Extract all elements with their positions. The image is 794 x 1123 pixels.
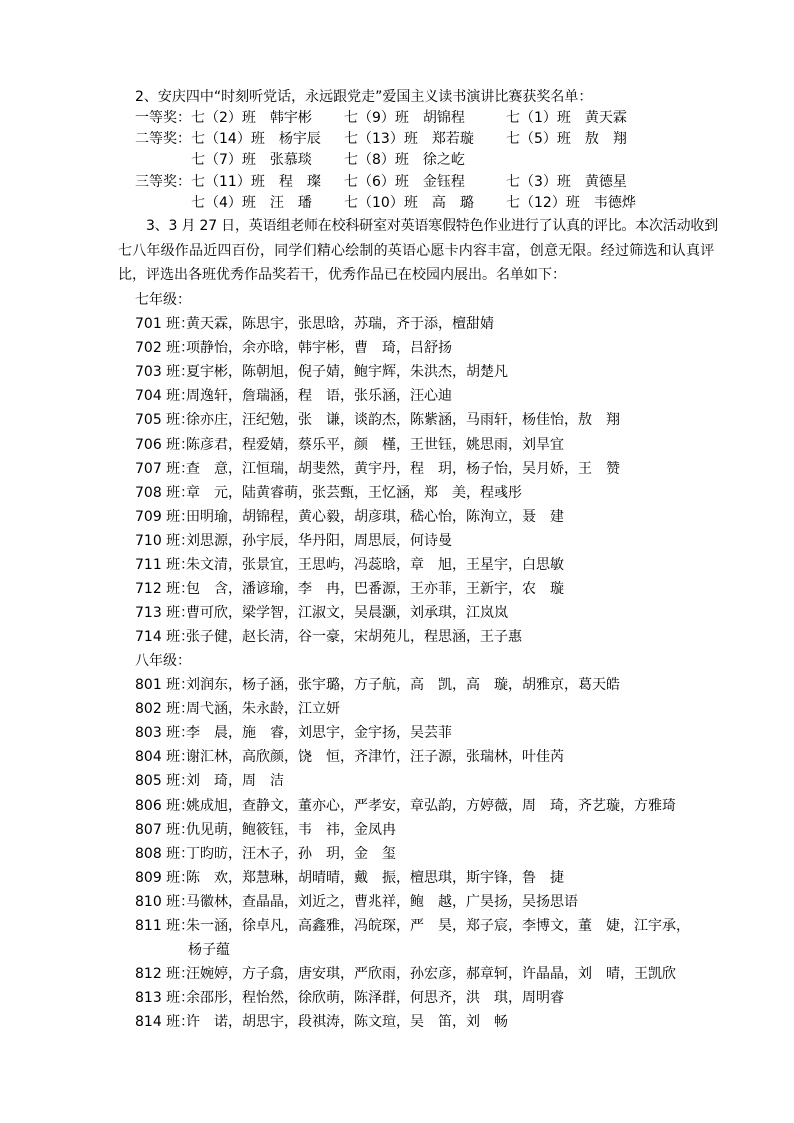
class-label: 701 班：	[135, 316, 195, 332]
second-prize-label: 二等奖：	[135, 131, 191, 147]
student-names: 丁昀昉，汪木子，孙 玥，金 玺	[186, 845, 396, 862]
third-prize-entry: 七（6）班 金钰程	[344, 174, 465, 190]
first-prize-entry: 七（2）班 韩宇彬	[191, 110, 312, 126]
class-label: 804 班：	[135, 749, 195, 766]
class-label: 814 班：	[135, 1014, 195, 1031]
third-prize-label: 三等奖：	[135, 174, 191, 190]
class-label: 711 班：	[135, 557, 195, 573]
third-prize-entry: 七（10）班 高 璐	[344, 195, 474, 211]
second-prize-entry: 七（7）班 张慕琰	[191, 152, 312, 168]
class-label: 810 班：	[135, 893, 195, 910]
student-names: 徐亦庄，汪纪勉，张 谦，谈韵杰，陈紫涵，马雨轩，杨佳怡，敖 翔	[186, 412, 620, 429]
class-label: 706 班：	[135, 436, 195, 453]
class-label: 702 班：	[135, 340, 195, 357]
class-label: 809 班：	[135, 869, 195, 886]
student-names: 陈 欢，郑慧琳，胡晴晴，戴 振，檀思琪，斯宇锋，鲁 捷	[186, 869, 564, 886]
student-names: 许 诺，胡思宇，段祺涛，陈文瑄，吴 笛，刘 畅	[186, 1014, 508, 1031]
class-label: 712 班：	[135, 581, 195, 598]
student-names: 陈彦君，程爱婧，蔡乐平，颜 槿，王世钰，姚思雨，刘旱宜	[186, 436, 564, 453]
second-prize-entry: 七（13）班 郑若璇	[344, 131, 474, 147]
class-label: 805 班：	[135, 773, 195, 790]
student-names: 夏宇彬，陈朝旭，倪子婧，鲍宇辉，朱洪杰，胡楚凡	[186, 364, 508, 381]
student-names: 周逸轩，詹瑞涵，程 语，张乐涵，汪心迪	[186, 388, 452, 405]
student-names: 谢汇林，高欣颜，饶 恒，齐津竹，汪子源，张瑞林，叶佳芮	[186, 749, 564, 766]
class-label: 704 班：	[135, 388, 195, 405]
class-label: 710 班：	[135, 532, 195, 549]
class-label: 802 班：	[135, 701, 195, 718]
class-label: 812 班：	[135, 966, 195, 983]
student-names: 黄天霖，陈思宇，张思晗，苏瑞，齐于添，檀甜婧	[186, 316, 494, 332]
student-names: 马徽林，查晶晶，刘近之，曹兆祥，鲍 越，广昊扬，吴扬思语	[186, 893, 578, 910]
third-prize-entry: 七（3）班 黄德星	[506, 174, 627, 190]
student-names: 刘思源，孙宇辰，华丹阳，周思辰，何诗曼	[186, 532, 452, 549]
student-names: 章 元，陆黄睿萌，张芸甄，王忆涵，郑 美，程彧彤	[186, 484, 522, 501]
student-names: 周弋涵，朱永龄，江立妍	[186, 701, 340, 718]
second-prize-entry: 七（14）班 杨宇辰	[191, 131, 321, 147]
class-label: 708 班：	[135, 484, 195, 501]
student-names: 刘 琦，周 洁	[186, 773, 284, 790]
student-names: 朱一涵，徐卓凡，高鑫雅，冯皖琛，严 昊，郑子宸，李博文，董 婕，江宇承，	[186, 918, 690, 934]
class-label: 803 班：	[135, 725, 195, 742]
paragraph-line: 比，评选出各班优秀作品奖若干，优秀作品已在校园内展出。名单如下：	[118, 267, 566, 283]
class-label: 806 班：	[135, 797, 195, 814]
award-heading: 2、安庆四中“时刻听党话，永远跟党走”爱国主义读书演讲比赛获奖名单：	[135, 89, 593, 105]
paragraph-line: 3、3 月 27 日，英语组老师在校科研室对英语寒假特色作业进行了认真的评比。本次活动收到	[146, 218, 718, 234]
student-names: 查 意，江恒瑞，胡斐然，黄宇丹，程 玥，杨子怡，吴月娇，王 赞	[186, 460, 620, 477]
third-prize-entry: 七（12）班 韦德烨	[506, 195, 636, 211]
third-prize-entry: 七（4）班 汪 璠	[191, 195, 312, 211]
class-label: 813 班：	[135, 990, 195, 1007]
first-prize-entry: 七（9）班 胡锦程	[344, 110, 465, 126]
class-label: 811 班：	[135, 918, 195, 934]
grade7-title: 七年级：	[135, 292, 191, 308]
class-label: 705 班：	[135, 412, 195, 429]
first-prize-label: 一等奖：	[135, 110, 191, 126]
student-names: 李 晨，施 睿，刘思宇，金宇扬，吴芸菲	[186, 725, 452, 742]
class-label: 709 班：	[135, 508, 195, 525]
class-label: 714 班：	[135, 629, 195, 646]
second-prize-entry: 七（8）班 徐之屹	[344, 152, 465, 168]
student-names: 姚成旭，查静文，董亦心，严孝安，章弘韵，方婷薇，周 琦，齐艺璇，方雅琦	[186, 797, 676, 814]
class-label: 707 班：	[135, 460, 195, 477]
student-names: 余邵彤，程怡然，徐欣萌，陈泽群，何思齐，洪 琪，周明睿	[186, 990, 564, 1007]
second-prize-entry: 七（5）班 敖 翔	[506, 131, 627, 147]
student-names: 包 含，潘谚瑜，李 冉，巴番源，王亦菲，王新宇，农 璇	[186, 581, 564, 598]
class-label: 808 班：	[135, 845, 195, 862]
student-names: 张子健，赵长淸，谷一豪，宋胡苑儿，程思涵，王子惠	[186, 629, 522, 646]
class-label: 703 班：	[135, 364, 195, 381]
student-names: 仇见萌，鲍筱钰，韦 祎，金凤冉	[186, 821, 396, 838]
paragraph-line: 七八年级作品近四百份，同学们精心绘制的英语心愿卡内容丰富，创意无限。经过筛选和认真评	[118, 243, 715, 259]
student-names: 田明瑜，胡锦程，黄心毅，胡彦琪，嵇心怡，陈洵立，聂 建	[186, 508, 564, 525]
student-names: 汪婉婷，方子翕，唐安琪，严欣雨，孙宏彦，郝章轲，许晶晶，刘 晴，王凯欣	[186, 966, 676, 983]
third-prize-entry: 七（11）班 程 璨	[191, 174, 321, 190]
first-prize-entry: 七（1）班 黄天霖	[506, 110, 627, 126]
grade8-title: 八年级：	[135, 653, 191, 669]
student-names: 刘润东，杨子涵，张宇璐，方子航，高 凯，高 璇，胡雅京，葛天皓	[186, 677, 620, 693]
student-names-continued: 杨子蕴	[188, 942, 230, 959]
class-label: 713 班：	[135, 605, 195, 622]
class-label: 807 班：	[135, 821, 195, 838]
student-names: 曹可欣，梁学智，江淑文，吴晨灏，刘承琪，江岚岚	[186, 605, 508, 622]
student-names: 项静怡，余亦晗，韩宇彬，曹 琦，吕舒扬	[186, 340, 452, 357]
class-label: 801 班：	[135, 677, 195, 693]
student-names: 朱文清，张景宜，王思屿，冯蕊晗，章 旭，王星宇，白思敏	[186, 557, 564, 573]
